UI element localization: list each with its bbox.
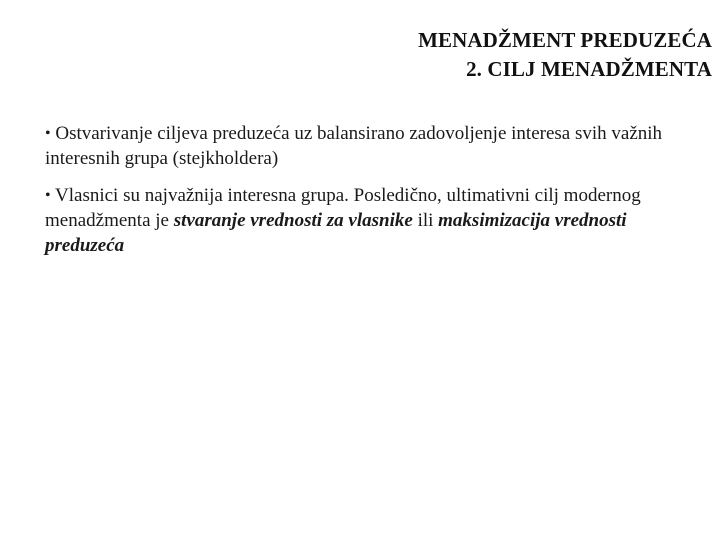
bullet-marker: • — [45, 187, 51, 204]
slide-header — [212, 26, 712, 84]
bullet-emphasis: maksimizacija vrednosti preduzeća — [45, 210, 627, 256]
header-title-line1: MENADŽMENT PREDUZEĆA — [418, 28, 712, 52]
bullet-item — [45, 121, 685, 171]
bullet-text: Ostvarivanje ciljeva preduzeća uz balansirano zadovoljenje interesa svih važnih interesnih grupa (stejkholdera) — [45, 123, 663, 169]
bullet-emphasis: stvaranje vrednosti za vlasnike — [173, 210, 413, 231]
bullet-marker: • — [45, 125, 51, 142]
bullet-text: ili — [412, 210, 439, 231]
bullet-item — [45, 183, 685, 258]
bullet-list — [45, 121, 685, 270]
bullet-text: Vlasnici su najvažnija interesna grupa. Posledično, ultimativni cilj modernog menadžmenta je — [45, 185, 641, 231]
header-title-line2: 2. CILJ MENADŽMENTA — [466, 57, 712, 81]
